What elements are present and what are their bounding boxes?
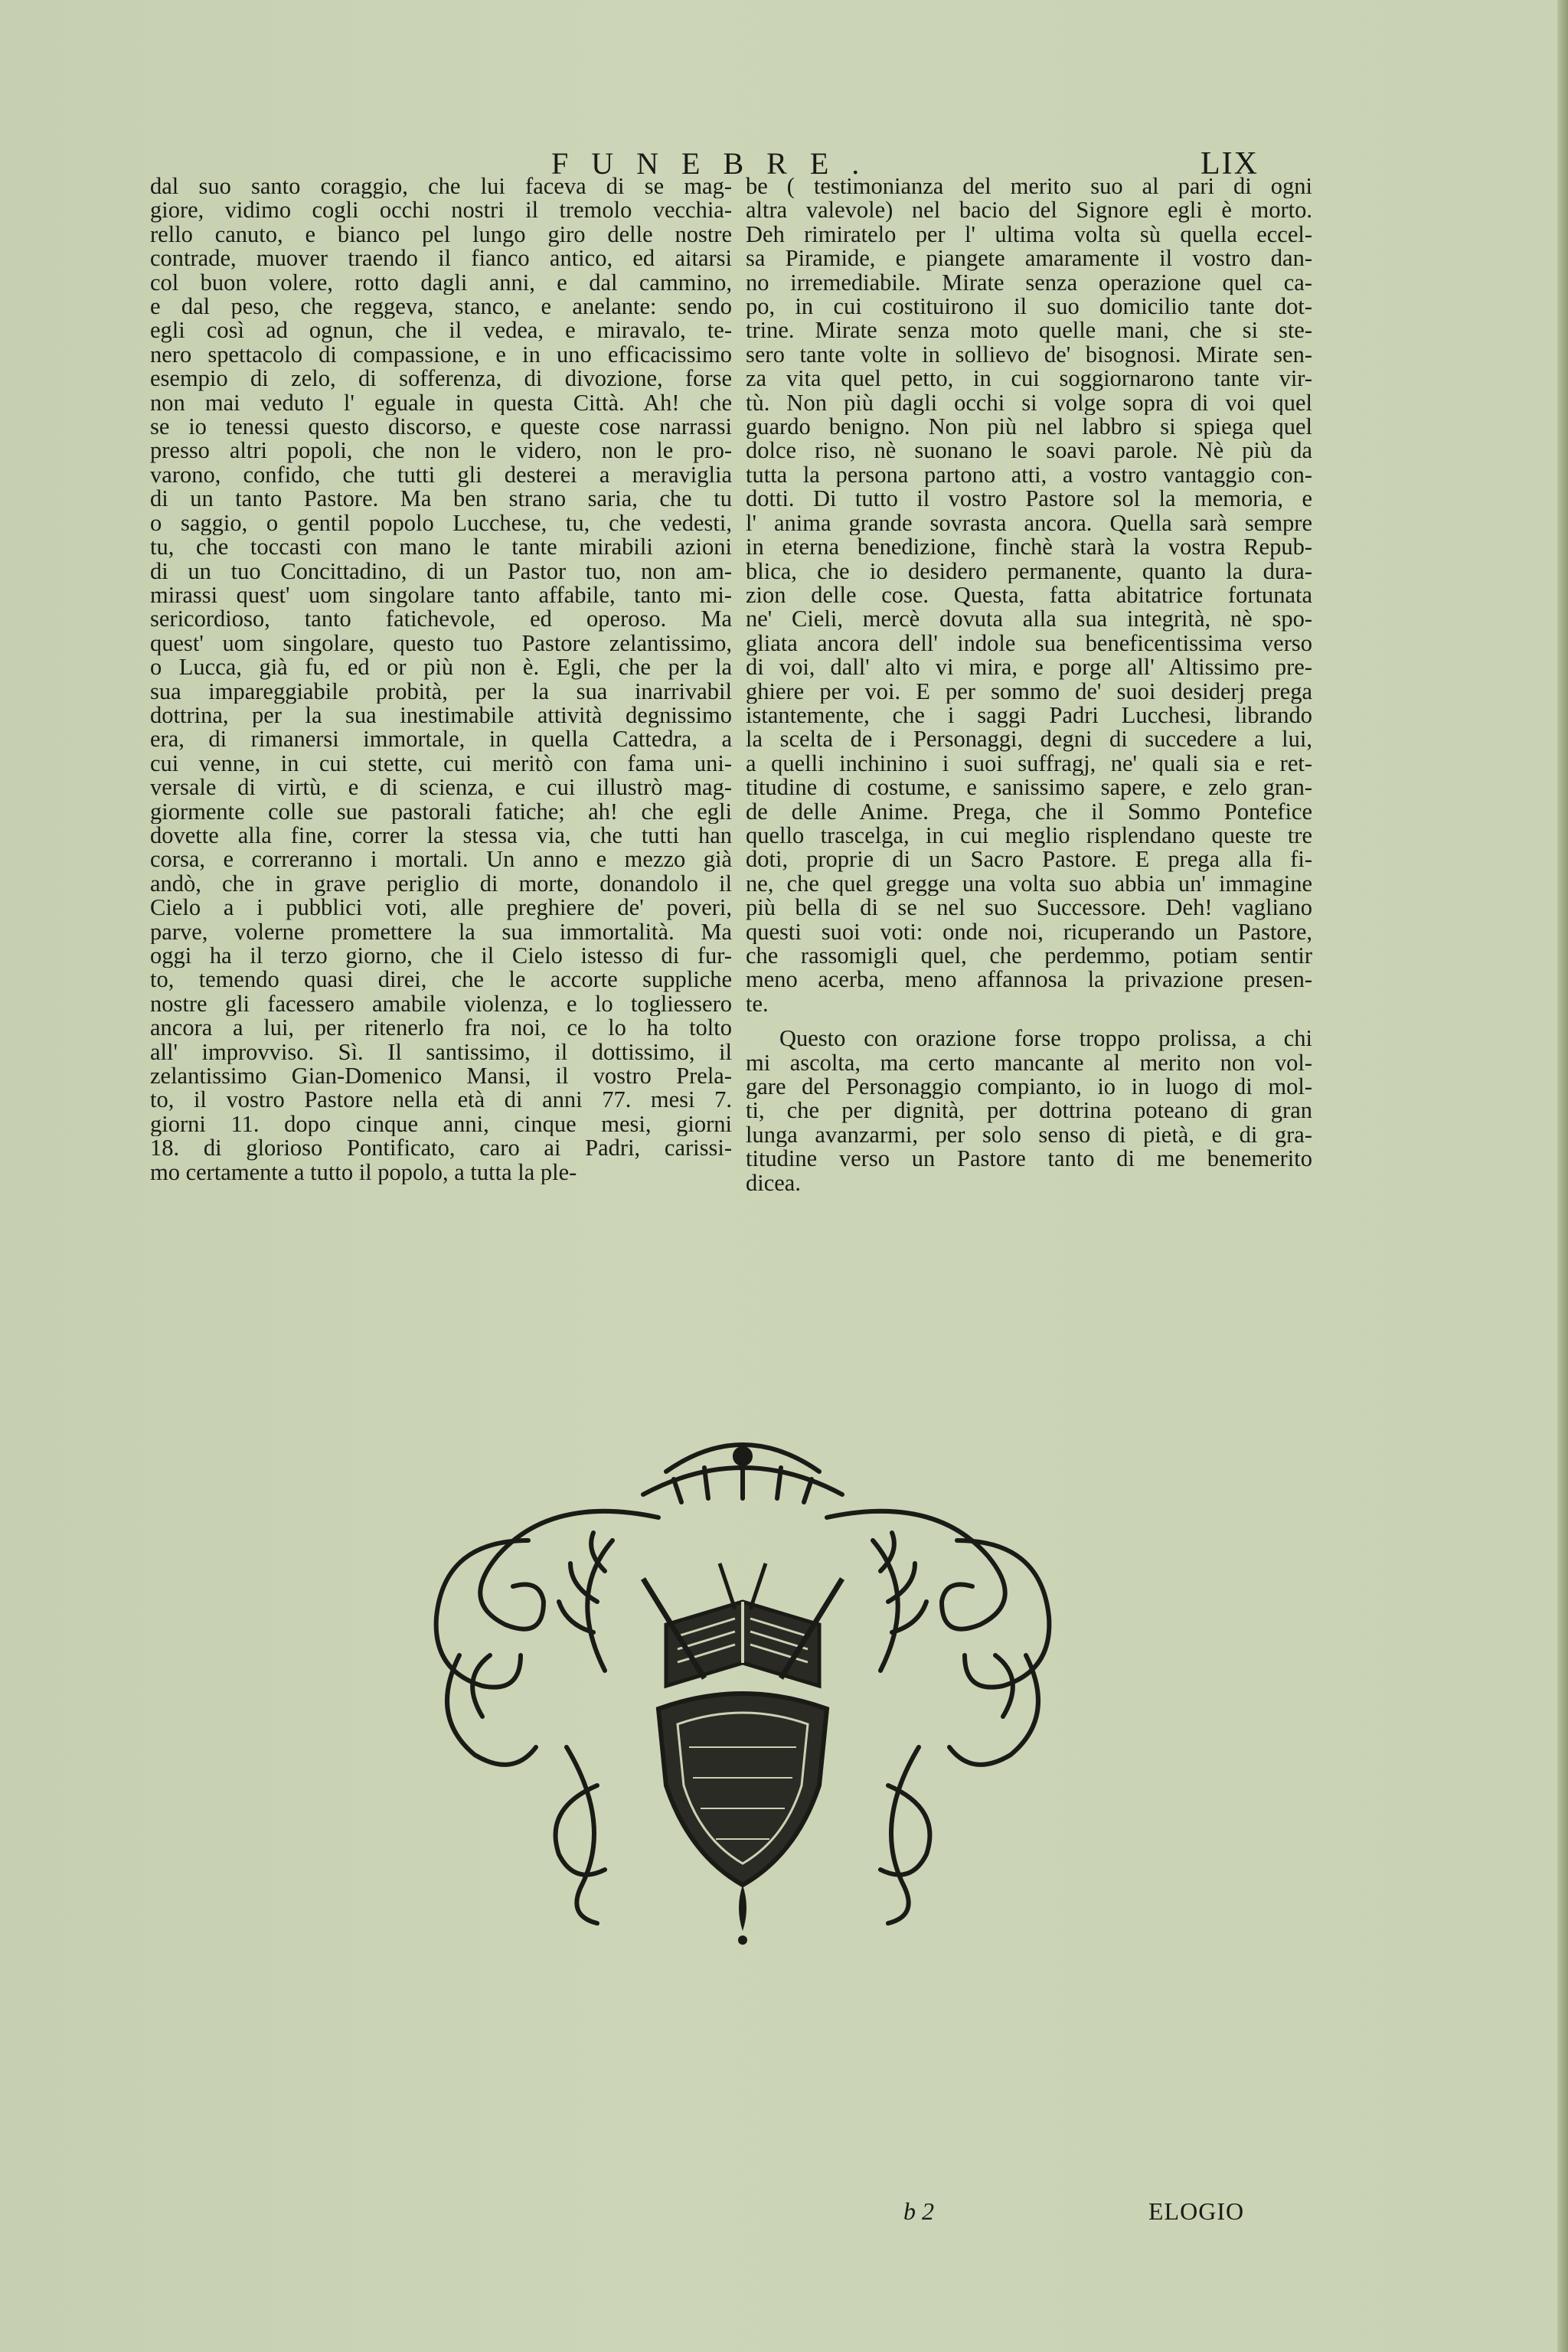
- text-line: blica, che io desidero permanente, quanto la dura-: [746, 559, 1312, 583]
- text-line: istantemente, che i saggi Padri Lucchesi, librando: [746, 703, 1312, 728]
- paragraph: [746, 175, 1312, 1016]
- text-line: più bella di se nel suo Successore. Deh! vagliano: [746, 896, 1312, 920]
- text-line: questi suoi voti: onde noi, ricuperando un Pastore,: [746, 920, 1312, 944]
- text-line: presso altri popoli, che non le videro, non le pro-: [150, 439, 732, 463]
- text-line: esempio di zelo, di sofferenza, di divozione, forse: [150, 367, 732, 391]
- text-line: titudine di costume, e sanissimo sapere, e zelo gran-: [746, 776, 1312, 800]
- text-line: ne, che quel gregge una volta suo abbia un' immagine: [746, 871, 1312, 897]
- text-line: giore, vidimo cogli occhi nostri il tremolo vecchia-: [150, 198, 732, 223]
- text-line: sero tante volte in sollievo de' bisognosi. Mirate sen-: [746, 342, 1312, 368]
- text-line: altra valevole) nel bacio del Signore egli è morto.: [746, 198, 1312, 223]
- text-line: titudine verso un Pastore tanto di me benemerito: [746, 1147, 1312, 1171]
- text-line: era, di rimanersi immortale, in quella Cattedra, a: [150, 727, 732, 752]
- text-line: nero spettacolo di compassione, e in uno efficacissimo: [150, 342, 732, 368]
- text-line: egli così ad ognun, che il vedea, e miravalo, te-: [150, 318, 732, 343]
- ornament-vignette-icon: [413, 1426, 1072, 1946]
- text-line: za vita quel petto, in cui soggiornarono tante vir-: [746, 367, 1312, 391]
- text-line: dal suo santo coraggio, che lui faceva di se mag-: [150, 175, 732, 199]
- text-line: to, il vostro Pastore nella età di anni 77. mesi 7.: [150, 1088, 732, 1112]
- text-line: 18. di glorioso Pontificato, caro ai Padri, carissi-: [150, 1136, 732, 1161]
- text-line: o Lucca, già fu, ed or più non è. Egli, che per la: [150, 655, 732, 680]
- text-line: quest' uom singolare, questo tuo Pastore zelantissimo,: [150, 631, 732, 656]
- text-line: rello canuto, e bianco pel lungo giro delle nostre: [150, 222, 732, 247]
- text-line: de delle Anime. Prega, che il Sommo Pontefice: [746, 799, 1312, 824]
- text-line: tu, che toccasti con mano le tante mirabili azioni: [150, 535, 732, 560]
- signature-mark: b 2: [903, 2197, 934, 2225]
- left-text-column: [150, 175, 732, 1184]
- text-line: o saggio, o gentil popolo Lucchese, tu, che vedesti,: [150, 511, 732, 536]
- text-line: se io tenessi questo discorso, e queste cose narrassi: [150, 415, 732, 439]
- text-line: zelantissimo Gian-Domenico Mansi, il vostro Prela-: [150, 1064, 732, 1089]
- text-line: gare del Personaggio compianto, io in luogo di mol-: [746, 1075, 1312, 1099]
- text-line: mi ascolta, ma certo mancante al merito non vol-: [746, 1050, 1312, 1076]
- text-line: Cielo a i pubblici voti, alle preghiere de' poveri,: [150, 896, 732, 920]
- text-line: che rassomigli quel, che perdemmo, potiam sentir: [746, 944, 1312, 969]
- text-line: zion delle cose. Questa, fatta abitatrice fortunata: [746, 583, 1312, 608]
- text-line: dolce riso, nè suonano le soavi parole. Nè più da: [746, 439, 1312, 463]
- text-line: all' improvviso. Sì. Il santissimo, il dottissimo, il: [150, 1040, 732, 1065]
- text-line: no irremediabile. Mirate senza operazione quel ca-: [746, 270, 1312, 296]
- text-line: doti, proprie di un Sacro Pastore. E prega alla fi-: [746, 848, 1312, 872]
- text-line: in eterna benedizione, finchè starà la vostra Repub-: [746, 535, 1312, 560]
- text-line: be ( testimonianza del merito suo al pari di ogni: [746, 175, 1312, 199]
- text-line: a quelli inchinino i suoi suffragj, ne' quali sia e ret-: [746, 751, 1312, 776]
- text-line: di un tuo Concittadino, di un Pastor tuo, non am-: [150, 559, 732, 583]
- text-line: e dal peso, che reggeva, stanco, e anelante: sendo: [150, 295, 732, 319]
- paragraph: [746, 1027, 1312, 1195]
- text-line: col buon volere, rotto dagli anni, e dal cammino,: [150, 270, 732, 296]
- text-line: dovette alla fine, correr la stessa via, che tutti han: [150, 823, 732, 848]
- text-line: di un tanto Pastore. Ma ben strano saria, che tu: [150, 487, 732, 511]
- text-line: ne' Cieli, mercè dovuta alla sua integrità, nè spo-: [746, 607, 1312, 632]
- text-line: po, in cui costituirono il suo domicilio tante dot-: [746, 295, 1312, 319]
- text-line: sericordioso, tanto fatichevole, ed operoso. Ma: [150, 607, 732, 632]
- page-number: LIX: [1200, 146, 1259, 181]
- text-line: sua impareggiabile probità, per la sua inarrivabil: [150, 679, 732, 704]
- text-line: di voi, dall' alto vi mira, e porge all' Altissimo pre-: [746, 655, 1312, 680]
- text-line: Questo con orazione forse troppo prolissa, a chi: [779, 1027, 1312, 1051]
- text-line: dottrina, per la sua inestimabile attività degnissimo: [150, 703, 732, 728]
- page-edge: [1557, 0, 1568, 2352]
- text-line: quello trascelga, in cui meglio risplendano queste tre: [746, 823, 1312, 848]
- right-text-column: [746, 175, 1312, 1195]
- text-line: dotti. Di tutto il vostro Pastore sol la memoria, e: [746, 487, 1312, 511]
- text-line: te.: [746, 991, 769, 1017]
- text-line: parve, volerne promettere la sua immortalità. Ma: [150, 920, 732, 944]
- text-line: corsa, e correranno i mortali. Un anno e mezzo già: [150, 848, 732, 872]
- text-line: ancora a lui, per ritenerlo fra noi, ce lo ha tolto: [150, 1016, 732, 1040]
- text-line: meno acerba, meno affannosa la privazione presen-: [746, 968, 1312, 992]
- text-line: guardo benigno. Non più nel labbro si spiega quel: [746, 415, 1312, 439]
- text-line: mo certamente a tutto il popolo, a tutta la ple-: [150, 1160, 577, 1185]
- text-line: varono, confido, che tutti gli desterei a meraviglia: [150, 462, 732, 488]
- running-head: FUNEBRE.: [551, 146, 883, 181]
- text-line: tutta la persona partono atti, a vostro vantaggio con-: [746, 462, 1312, 488]
- text-line: to, temendo quasi direi, che le accorte suppliche: [150, 968, 732, 992]
- text-line: mirassi quest' uom singolare tanto affabile, tanto mi-: [150, 583, 732, 608]
- text-line: Deh rimiratelo per l' ultima volta sù quella eccel-: [746, 222, 1312, 247]
- text-line: ti, che per dignità, per dottrina poteano di gran: [746, 1099, 1312, 1123]
- text-line: giormente colle sue pastorali fatiche; ah! che egli: [150, 799, 732, 824]
- text-line: gliata ancora dell' indole sua beneficentissima verso: [746, 631, 1312, 656]
- text-line: oggi ha il terzo giorno, che il Cielo istesso di fur-: [150, 944, 732, 969]
- text-line: contrade, muover traendo il fianco antico, ed aitarsi: [150, 247, 732, 271]
- text-line: versale di virtù, e di scienza, e cui illustrò mag-: [150, 776, 732, 800]
- text-line: giorni 11. dopo cinque anni, cinque mesi, giorni: [150, 1112, 732, 1137]
- text-line: cui venne, in cui stette, cui meritò con fama uni-: [150, 751, 732, 776]
- text-line: lunga avanzarmi, per solo senso di pietà, e di gra-: [746, 1122, 1312, 1148]
- text-line: dicea.: [746, 1171, 801, 1196]
- text-line: tù. Non più dagli occhi si volge sopra di voi quel: [746, 390, 1312, 416]
- text-line: nostre gli facessero amabile violenza, e lo togliessero: [150, 991, 732, 1017]
- catchword: ELOGIO: [1148, 2197, 1245, 2225]
- text-line: andò, che in grave periglio di morte, donandolo il: [150, 871, 732, 897]
- text-line: ghiere per voi. E per sommo de' suoi desiderj prega: [746, 679, 1312, 704]
- text-line: l' anima grande sovrasta ancora. Quella sarà sempre: [746, 511, 1312, 536]
- text-line: trine. Mirate senza moto quelle mani, che si ste-: [746, 318, 1312, 343]
- text-line: la scelta de i Personaggi, degni di succedere a lui,: [746, 727, 1312, 752]
- text-line: sa Piramide, e piangete amaramente il vostro dan-: [746, 247, 1312, 271]
- text-line: non mai veduto l' eguale in questa Città. Ah! che: [150, 390, 732, 416]
